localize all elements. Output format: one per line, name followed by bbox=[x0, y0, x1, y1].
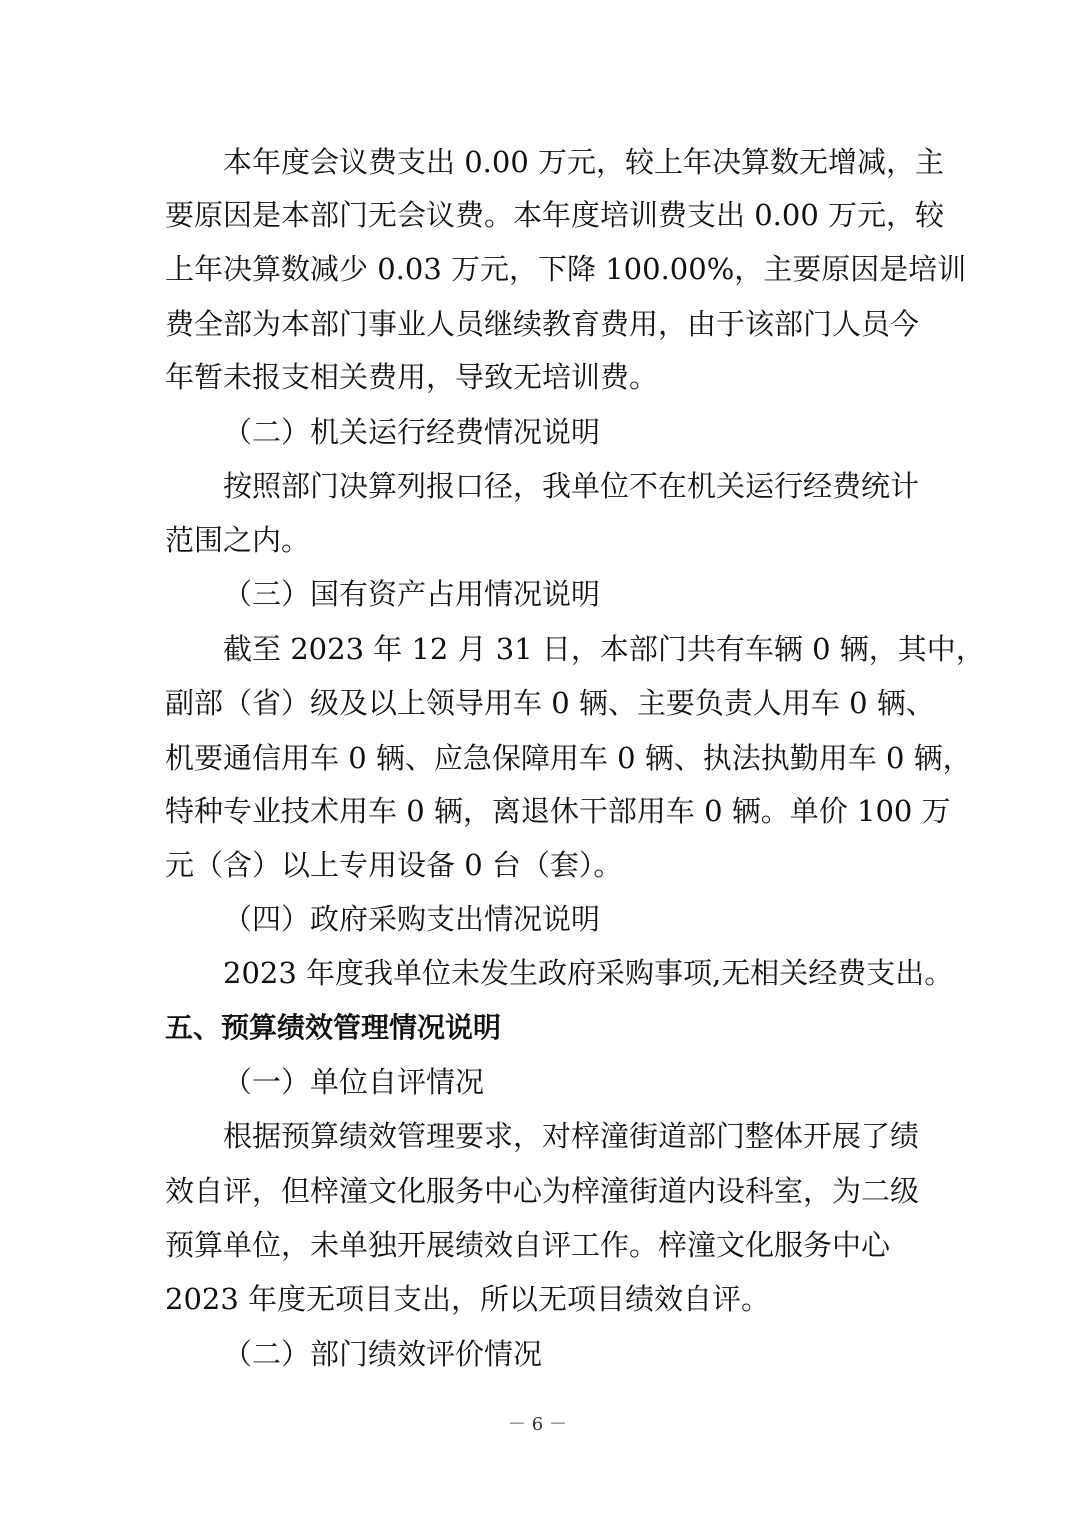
section-subheading: （二）机关运行经费情况说明 bbox=[223, 415, 601, 449]
paragraph-line: 按照部门决算列报口径，我单位不在机关运行经费统计 bbox=[223, 469, 920, 503]
section-subheading: （一）单位自评情况 bbox=[223, 1065, 485, 1099]
paragraph-line: 截至 2023 年 12 月 31 日，本部门共有车辆 0 辆，其中， bbox=[223, 632, 985, 666]
paragraph-line: 预算单位，未单独开展绩效自评工作。梓潼文化服务中心 bbox=[165, 1228, 891, 1262]
paragraph-line: 效自评，但梓潼文化服务中心为梓潼街道内设科室，为二级 bbox=[165, 1174, 920, 1208]
paragraph-line: 范围之内。 bbox=[165, 523, 311, 557]
section-subheading: （四）政府采购支出情况说明 bbox=[223, 902, 601, 936]
paragraph-line: 年暂未报支相关费用，导致无培训费。 bbox=[165, 360, 659, 394]
paragraph-line: 上年决算数减少 0.03 万元，下降 100.00%，主要原因是培训 bbox=[165, 252, 967, 286]
page-number: － 6 － bbox=[508, 1414, 567, 1435]
paragraph-line: 根据预算绩效管理要求，对梓潼街道部门整体开展了绩 bbox=[223, 1119, 920, 1153]
paragraph-line: 元（含）以上专用设备 0 台（套）。 bbox=[165, 848, 623, 882]
paragraph-line: 特种专业技术用车 0 辆，离退休干部用车 0 辆。单价 100 万 bbox=[165, 794, 951, 828]
paragraph-line: 2023 年度无项目支出，所以无项目绩效自评。 bbox=[165, 1282, 771, 1316]
section-heading: 五、预算绩效管理情况说明 bbox=[165, 1011, 502, 1044]
section-subheading: （三）国有资产占用情况说明 bbox=[223, 577, 601, 611]
paragraph-line: 本年度会议费支出 0.00 万元，较上年决算数无增减，主 bbox=[223, 145, 945, 179]
paragraph-line: 要原因是本部门无会议费。本年度培训费支出 0.00 万元，较 bbox=[165, 198, 945, 232]
paragraph-line: 机要通信用车 0 辆、应急保障用车 0 辆、执法执勤用车 0 辆， bbox=[165, 741, 972, 775]
paragraph-line: 费全部为本部门事业人员继续教育费用，由于该部门人员今 bbox=[165, 307, 920, 341]
section-subheading: （二）部门绩效评价情况 bbox=[223, 1337, 543, 1371]
paragraph-line: 副部（省）级及以上领导用车 0 辆、主要负责人用车 0 辆、 bbox=[165, 686, 935, 720]
paragraph-line: 2023 年度我单位未发生政府采购事项,无相关经费支出。 bbox=[223, 956, 954, 990]
